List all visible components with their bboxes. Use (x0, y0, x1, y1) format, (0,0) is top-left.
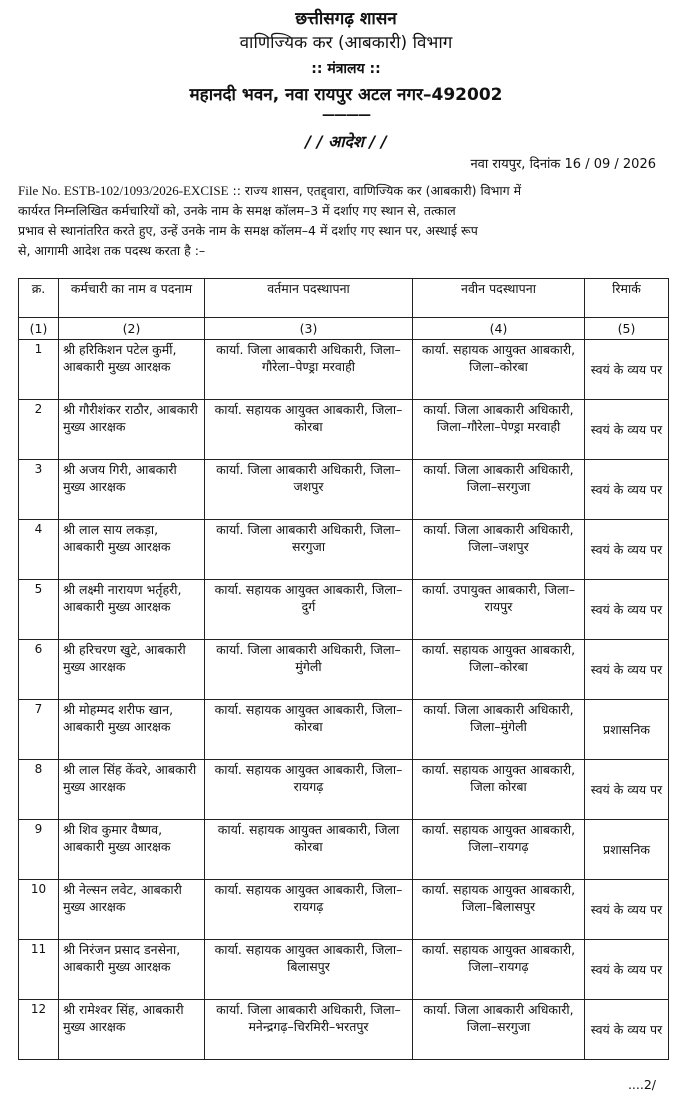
remark-cell: प्रशासनिक (585, 700, 669, 760)
new-posting-cell: कार्या. जिला आबकारी अधिकारी, जिला–जशपुर (413, 520, 585, 580)
new-posting-cell: कार्या. सहायक आयुक्त आबकारी, जिला–कोरबा (413, 340, 585, 400)
table-row (19, 940, 669, 1000)
table-row (19, 880, 669, 940)
current-posting-cell: कार्या. सहायक आयुक्त आबकारी, जिला–कोरबा (205, 400, 413, 460)
table-row (19, 580, 669, 640)
remark-cell: स्वयं के व्यय पर (585, 400, 669, 460)
header-rule: ———— (322, 108, 370, 123)
table-row (19, 340, 669, 400)
transfer-table (18, 278, 669, 1060)
serial-cell: 9 (19, 820, 59, 880)
page-continuation-marker: ....2/ (627, 1077, 656, 1092)
table-row (19, 400, 669, 460)
new-posting-cell: कार्या. सहायक आयुक्त आबकारी, जिला कोरबा (413, 760, 585, 820)
new-posting-cell: कार्या. सहायक आयुक्त आबकारी, जिला–रायगढ़ (413, 940, 585, 1000)
office-address: महानदी भवन, नवा रायपुर अटल नगर–492002 (189, 85, 503, 105)
remark-cell: स्वयं के व्यय पर (585, 460, 669, 520)
remark-cell: स्वयं के व्यय पर (585, 880, 669, 940)
serial-cell: 5 (19, 580, 59, 640)
col-number: (5) (585, 318, 669, 340)
column-number-row (19, 318, 669, 340)
col-header-remark: रिमार्क (585, 279, 669, 318)
employee-cell: श्री हरिचरण खुटे, आबकारी मुख्य आरक्षक (59, 640, 205, 700)
paragraph-line-3: प्रभाव से स्थानांतरित करते हुए, उन्हें उनके नाम के समक्ष कॉलम–4 में दर्शाए गए स्थान पर, अस्थाई रूप (18, 223, 478, 238)
current-posting-cell: कार्या. जिला आबकारी अधिकारी, जिला–मनेन्द्रगढ़–चिरमिरी–भरतपुर (205, 1000, 413, 1060)
table-header-row (19, 279, 669, 318)
new-posting-cell: कार्या. उपायुक्त आबकारी, जिला–रायपुर (413, 580, 585, 640)
new-posting-cell: कार्या. जिला आबकारी अधिकारी, जिला–मुंगेली (413, 700, 585, 760)
new-posting-cell: कार्या. सहायक आयुक्त आबकारी, जिला–रायगढ़ (413, 820, 585, 880)
table-row (19, 760, 669, 820)
employee-cell: श्री शिव कुमार वैष्णव, आबकारी मुख्य आरक्षक (59, 820, 205, 880)
employee-cell: श्री हरिकिशन पटेल कुर्मी, आबकारी मुख्य आरक्षक (59, 340, 205, 400)
employee-cell: श्री रामेश्वर सिंह, आबकारी मुख्य आरक्षक (59, 1000, 205, 1060)
ministry-label: :: मंत्रालय :: (311, 61, 381, 77)
paragraph-text-1: :: राज्य शासन, एतद्द्वारा, वाणिज्यिक कर (आबकारी) विभाग में (228, 183, 522, 198)
current-posting-cell: कार्या. सहायक आयुक्त आबकारी, जिला–कोरबा (205, 700, 413, 760)
table-row (19, 700, 669, 760)
order-dateline: नवा रायपुर, दिनांक 16 / 09 / 2026 (470, 157, 656, 172)
remark-cell: स्वयं के व्यय पर (585, 640, 669, 700)
remark-cell: स्वयं के व्यय पर (585, 760, 669, 820)
current-posting-cell: कार्या. सहायक आयुक्त आबकारी, जिला–दुर्ग (205, 580, 413, 640)
remark-cell: स्वयं के व्यय पर (585, 1000, 669, 1060)
serial-cell: 1 (19, 340, 59, 400)
col-header-name: कर्मचारी का नाम व पदनाम (59, 279, 205, 318)
remark-cell: प्रशासनिक (585, 820, 669, 880)
current-posting-cell: कार्या. जिला आबकारी अधिकारी, जिला–मुंगेली (205, 640, 413, 700)
table-row (19, 820, 669, 880)
remark-cell: स्वयं के व्यय पर (585, 520, 669, 580)
employee-cell: श्री लाल सिंह केंवरे, आबकारी मुख्य आरक्षक (59, 760, 205, 820)
paragraph-line-4: से, आगामी आदेश तक पदस्थ करता है :– (18, 243, 206, 258)
serial-cell: 11 (19, 940, 59, 1000)
order-paragraph (18, 181, 674, 261)
remark-cell: स्वयं के व्यय पर (585, 340, 669, 400)
serial-cell: 4 (19, 520, 59, 580)
table-row (19, 640, 669, 700)
serial-cell: 6 (19, 640, 59, 700)
serial-cell: 8 (19, 760, 59, 820)
employee-cell: श्री गौरीशंकर राठौर, आबकारी मुख्य आरक्षक (59, 400, 205, 460)
table-row (19, 460, 669, 520)
paragraph-line-2: कार्यरत निम्नलिखित कर्मचारियों को, उनके नाम के समक्ष कॉलम–3 में दर्शाए गए स्थान से, तत्काल (18, 203, 456, 218)
new-posting-cell: कार्या. सहायक आयुक्त आबकारी, जिला–बिलासपुर (413, 880, 585, 940)
remark-cell: स्वयं के व्यय पर (585, 580, 669, 640)
serial-cell: 12 (19, 1000, 59, 1060)
col-header-sr: क्र. (19, 279, 59, 318)
serial-cell: 2 (19, 400, 59, 460)
current-posting-cell: कार्या. जिला आबकारी अधिकारी, जिला–गौरेला–पेण्ड्रा मरवाही (205, 340, 413, 400)
col-number: (4) (413, 318, 585, 340)
col-number: (1) (19, 318, 59, 340)
current-posting-cell: कार्या. सहायक आयुक्त आबकारी, जिला कोरबा (205, 820, 413, 880)
remark-cell: स्वयं के व्यय पर (585, 940, 669, 1000)
serial-cell: 10 (19, 880, 59, 940)
current-posting-cell: कार्या. सहायक आयुक्त आबकारी, जिला–रायगढ़ (205, 760, 413, 820)
table-row (19, 520, 669, 580)
col-number: (3) (205, 318, 413, 340)
serial-cell: 3 (19, 460, 59, 520)
serial-cell: 7 (19, 700, 59, 760)
employee-cell: श्री नेल्सन लवेट, आबकारी मुख्य आरक्षक (59, 880, 205, 940)
col-number: (2) (59, 318, 205, 340)
order-title: / / आदेश / / (305, 132, 387, 151)
new-posting-cell: कार्या. जिला आबकारी अधिकारी, जिला–सरगुजा (413, 460, 585, 520)
employee-cell: श्री लक्ष्मी नारायण भर्तृहरी, आबकारी मुख्य आरक्षक (59, 580, 205, 640)
col-header-current: वर्तमान पदस्थापना (205, 279, 413, 318)
paragraph-line-1 (18, 181, 674, 201)
new-posting-cell: कार्या. जिला आबकारी अधिकारी, जिला–सरगुजा (413, 1000, 585, 1060)
current-posting-cell: कार्या. जिला आबकारी अधिकारी, जिला–जशपुर (205, 460, 413, 520)
employee-cell: श्री अजय गिरी, आबकारी मुख्य आरक्षक (59, 460, 205, 520)
col-header-new: नवीन पदस्थापना (413, 279, 585, 318)
new-posting-cell: कार्या. सहायक आयुक्त आबकारी, जिला–कोरबा (413, 640, 585, 700)
file-number: File No. ESTB-102/1093/2026-EXCISE (18, 183, 229, 198)
employee-cell: श्री लाल साय लकड़ा, आबकारी मुख्य आरक्षक (59, 520, 205, 580)
new-posting-cell: कार्या. जिला आबकारी अधिकारी, जिला–गौरेला–पेण्ड्रा मरवाही (413, 400, 585, 460)
department-title: वाणिज्यिक कर (आबकारी) विभाग (239, 33, 453, 53)
current-posting-cell: कार्या. जिला आबकारी अधिकारी, जिला–सरगुजा (205, 520, 413, 580)
employee-cell: श्री निरंजन प्रसाद डनसेना, आबकारी मुख्य आरक्षक (59, 940, 205, 1000)
table-row (19, 1000, 669, 1060)
current-posting-cell: कार्या. सहायक आयुक्त आबकारी, जिला–बिलासपुर (205, 940, 413, 1000)
govt-title: छत्तीसगढ़ शासन (295, 9, 397, 29)
current-posting-cell: कार्या. सहायक आयुक्त आबकारी, जिला–रायगढ़ (205, 880, 413, 940)
employee-cell: श्री मोहम्मद शरीफ खान, आबकारी मुख्य आरक्षक (59, 700, 205, 760)
